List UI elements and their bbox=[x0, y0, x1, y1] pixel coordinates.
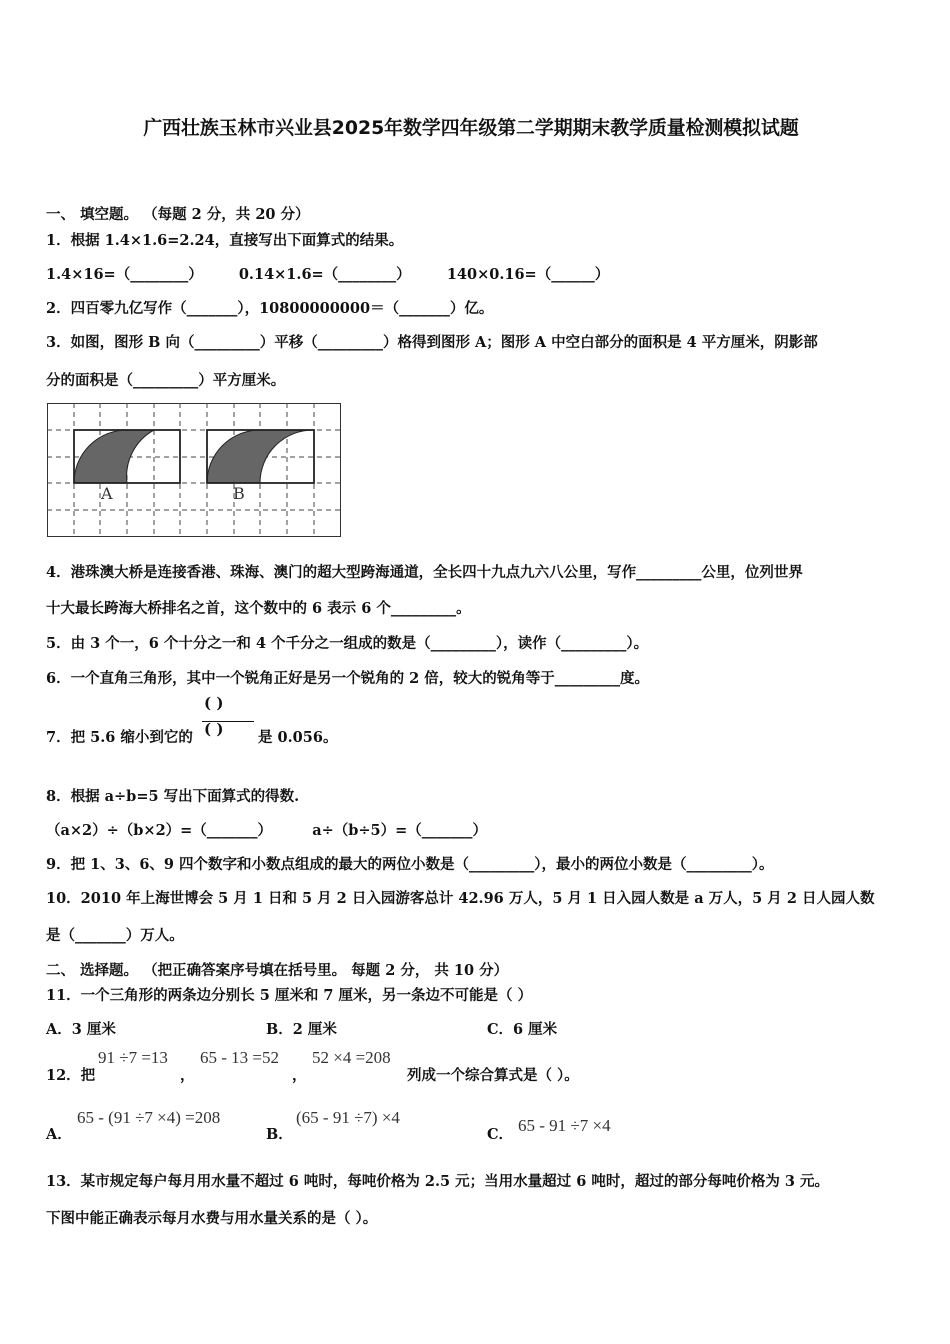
question-1-part-b: 0.14×1.6=（________） bbox=[238, 266, 411, 283]
question-6: 6．一个直角三角形，其中一个锐角正好是另一个锐角的 2 倍，较大的锐角等于_________度。 bbox=[46, 670, 650, 687]
fraction-denominator: ( ) bbox=[204, 720, 224, 738]
question-12-option-a: 65 - (91 ÷7 ×4) =208 bbox=[77, 1108, 221, 1127]
question-8-parts bbox=[46, 819, 487, 840]
question-12-expression-2: 65 - 13 =52 bbox=[200, 1048, 279, 1067]
question-5: 5．由 3 个一，6 个十分之一和 4 个千分之一组成的数是（_________），读作（_________）。 bbox=[46, 635, 649, 652]
figure-label-b: B bbox=[233, 484, 245, 503]
question-7-suffix: 是 0.056。 bbox=[258, 729, 338, 746]
question-11: 11．一个三角形的两条边分别长 5 厘米和 7 厘米，另一条边不可能是（ ） bbox=[46, 987, 533, 1004]
question-1-part-a: 1.4×16=（________） bbox=[46, 266, 203, 283]
question-9: 9．把 1、3、6、9 四个数字和小数点组成的最大的两位小数是（_________），最小的两位小数是（_________）。 bbox=[46, 856, 774, 873]
question-12-comma-1: ， bbox=[180, 1067, 195, 1084]
question-1-part-c: 140×0.16=（______） bbox=[446, 266, 610, 283]
question-12-expression-1: 91 ÷7 =13 bbox=[98, 1048, 168, 1067]
question-12-suffix: 列成一个综合算式是（ ）。 bbox=[407, 1067, 579, 1084]
question-12-option-c-label: C． bbox=[487, 1126, 514, 1143]
question-1-parts bbox=[46, 263, 609, 284]
question-11-option-c: C．6 厘米 bbox=[487, 1021, 558, 1038]
question-1: 1．根据 1.4×1.6=2.24，直接写出下面算式的结果。 bbox=[46, 232, 404, 249]
question-3-line-2: 分的面积是（_________）平方厘米。 bbox=[46, 372, 286, 389]
question-7-prefix: 7．把 5.6 缩小到它的 bbox=[46, 729, 193, 746]
translation-figure bbox=[47, 403, 341, 537]
question-4-line-2: 十大最长跨海大桥排名之首，这个数中的 6 表示 6 个_________。 bbox=[46, 600, 471, 617]
question-10-line-2: 是（_______）万人。 bbox=[46, 927, 184, 944]
fraction-numerator: ( ) bbox=[204, 694, 224, 712]
question-11-option-b: B．2 厘米 bbox=[266, 1021, 337, 1038]
question-8-part-b: a÷（b÷5）=（_______） bbox=[312, 822, 488, 839]
question-2: 2．四百零九亿写作（_______），10800000000＝（_______）亿。 bbox=[46, 300, 494, 317]
question-8: 8．根据 a÷b=5 写出下面算式的得数. bbox=[46, 788, 300, 805]
question-12-option-a-label: A． bbox=[46, 1126, 72, 1143]
question-13-line-1: 13．某市规定每户每月用水量不超过 6 吨时，每吨价格为 2.5 元；当用水量超过 6 吨时，超过的部分每吨价格为 3 元。 bbox=[46, 1173, 830, 1190]
question-12-expression-3: 52 ×4 =208 bbox=[312, 1048, 391, 1067]
question-8-part-a: （a×2）÷（b×2）=（_______） bbox=[46, 822, 273, 839]
section1-heading: 一、 填空题。 （每题 2 分，共 20 分） bbox=[46, 206, 310, 223]
question-12-option-b: (65 - 91 ÷7) ×4 bbox=[296, 1108, 400, 1127]
figure-b bbox=[207, 430, 314, 483]
section2-heading: 二、 选择题。 （把正确答案序号填在括号里。 每题 2 分， 共 10 分） bbox=[46, 962, 509, 979]
question-12-option-b-label: B． bbox=[266, 1126, 293, 1143]
question-12-prefix: 12．把 bbox=[46, 1067, 96, 1084]
question-12-comma-2: ， bbox=[292, 1067, 307, 1084]
question-10-line-1: 10．2010 年上海世博会 5 月 1 日和 5 月 2 日入园游客总计 42.96 万人，5 月 1 日入园人数是 a 万人，5 月 2 日人园人数 bbox=[46, 890, 875, 907]
question-13-line-2: 下图中能正确表示每月水费与用水量关系的是（ ）。 bbox=[46, 1210, 378, 1227]
page-title: 广西壮族玉林市兴业县2025年数学四年级第二学期期末教学质量检测模拟试题 bbox=[143, 117, 799, 139]
question-12-option-c: 65 - 91 ÷7 ×4 bbox=[518, 1116, 611, 1135]
question-3-line-1: 3．如图，图形 B 向（_________）平移（_________）格得到图形 A；图形 A 中空白部分的面积是 4 平方厘米，阴影部 bbox=[46, 334, 818, 351]
question-11-option-a: A．3 厘米 bbox=[46, 1021, 116, 1038]
question-4-line-1: 4．港珠澳大桥是连接香港、珠海、澳门的超大型跨海通道，全长四十九点九六八公里，写作_________公里，位列世界 bbox=[46, 564, 803, 581]
figure-label-a: A bbox=[101, 484, 113, 503]
